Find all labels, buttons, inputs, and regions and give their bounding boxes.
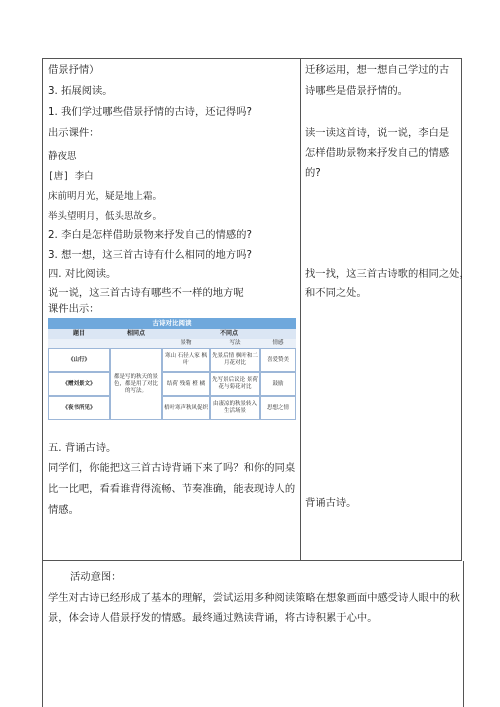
subheader-blank	[48, 339, 162, 348]
section-heading: 五. 背诵古诗。	[48, 442, 117, 454]
courseware-label: 出示课件：	[48, 127, 100, 139]
right-line: 背诵古诗。	[305, 497, 357, 509]
intent-line: 景，体会诗人借景抒发的情感。最终通过熟读背诵，将古诗积累于心中。	[48, 612, 378, 624]
body-line: 同学们，你能把这三首古诗背诵下来了吗？和你的同桌	[48, 462, 296, 474]
question-line: 3. 想一想，这三首古诗有什么相同的地方吗?	[48, 249, 252, 261]
row-title: 《山行》	[67, 356, 90, 363]
poem-author: [唐] 李白	[48, 171, 94, 182]
row-method: 由凄凉的秋景转入生活场景	[212, 401, 257, 414]
right-line: 诗哪些是借景抒情的。	[305, 85, 408, 97]
body-line: 情感。	[48, 504, 79, 516]
row-emotion: 思想之情	[266, 404, 289, 411]
poem-title: 静夜思	[48, 151, 77, 162]
row-scene: 结荷 残菊 橙 橘	[166, 380, 206, 387]
row-method: 先景后情 枫叶和二月花对比	[212, 353, 258, 366]
section-heading: 四. 对比阅读。	[48, 268, 117, 280]
comparison-title: 古诗对比阅读	[48, 318, 296, 329]
section-heading: 3. 拓展阅读。	[48, 85, 113, 97]
question-line: 2. 李白是怎样借助景物来抒发自己的情感的?	[48, 229, 252, 241]
intent-heading: 活动意图：	[70, 571, 122, 583]
row-method: 先写景后议论 景荷花与菊花对比	[212, 377, 258, 390]
row-emotion: 鼓励	[272, 380, 284, 387]
row-title: 《夜书所见》	[62, 404, 96, 411]
question-line: 说一说，这三首古诗有哪些不一样的地方呢	[48, 287, 244, 299]
right-line: 迁移运用，想一想自己学过的古	[305, 64, 450, 76]
subheader-scene: 景物	[162, 339, 210, 348]
poem-line-1: 床前明月光，疑是地上霜。	[48, 191, 163, 202]
left-line: 借景抒情）	[48, 64, 100, 76]
row-title: 《赠刘景文》	[62, 380, 96, 387]
intent-line: 学生对古诗已经形成了基本的理解，尝试运用多种阅读策略在想象画面中感受诗人眼中的秋	[48, 592, 460, 604]
row-emotion: 喜爱赞美	[266, 356, 289, 363]
question-line: 1. 我们学过哪些借景抒情的古诗，还记得吗?	[48, 106, 252, 118]
common-point: 都是写的秋天的景色，都是用了对比的写法。	[113, 373, 158, 394]
right-line: 怎样借助景物来抒发自己的情感	[305, 147, 450, 159]
body-line: 比一比吧，看看谁背得流畅、节奏准确，能表现诗人的	[48, 483, 296, 495]
subheader-method: 写法	[210, 339, 260, 348]
right-line: 的?	[305, 167, 321, 179]
header-common: 相同点	[110, 329, 162, 339]
subheader-emotion: 情感	[260, 339, 296, 348]
courseware-label: 课件出示：	[48, 303, 100, 315]
right-line: 找一找，这三首古诗歌的相同之处，	[305, 268, 470, 280]
header-title: 题目	[48, 329, 110, 339]
row-scene: 梧叶寒声秋风促织	[163, 404, 208, 411]
header-diff: 不同点	[162, 329, 296, 339]
comparison-table	[48, 318, 296, 420]
right-line: 读一读这首诗，说一说，李白是	[305, 127, 450, 139]
poem-line-2: 举头望明月，低头思故乡。	[48, 211, 163, 222]
row-scene: 寒山 石径人家 枫叶	[165, 353, 207, 366]
right-line: 和不同之处。	[305, 287, 367, 299]
